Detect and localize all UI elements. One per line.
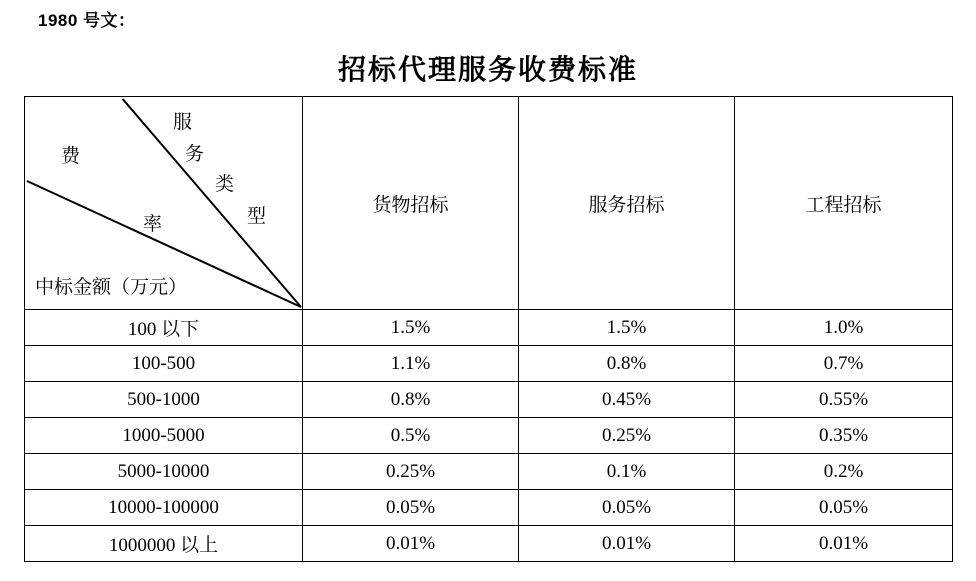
cell-value: 0.05% [735,490,953,526]
cell-value: 0.25% [519,418,735,454]
column-header-goods: 货物招标 [303,97,519,310]
column-header-service: 服务招标 [519,97,735,310]
cell-value: 0.01% [519,526,735,562]
header-wu-char: 务 [185,144,205,165]
cell-value: 0.1% [519,454,735,490]
row-label: 5000-10000 [25,454,303,490]
cell-value: 0.01% [303,526,519,562]
cell-value: 0.8% [303,382,519,418]
header-fee-char: 费 [61,146,81,167]
cell-value: 0.01% [735,526,953,562]
cell-value: 0.55% [735,382,953,418]
row-label: 10000-100000 [25,490,303,526]
column-header-engineering: 工程招标 [735,97,953,310]
fee-standard-table [24,96,953,562]
table-row [25,346,953,382]
diagonal-header-cell [25,97,303,310]
header-xing-char: 型 [247,206,267,227]
table-header-row [25,97,953,310]
cell-value: 0.5% [303,418,519,454]
cell-value: 0.2% [735,454,953,490]
cell-value: 1.5% [303,310,519,346]
row-label: 100-500 [25,346,303,382]
header-lei-char: 类 [215,174,235,195]
page-title: 招标代理服务收费标准 [337,55,638,86]
table-row [25,526,953,562]
cell-value: 0.7% [735,346,953,382]
header-rate-char: 率 [143,214,163,235]
header-service-char: 服 [173,112,193,133]
table-row [25,382,953,418]
table-row [25,310,953,346]
cell-value: 0.35% [735,418,953,454]
cell-value: 0.05% [519,490,735,526]
header-amount-label: 中标金额（万元） [35,277,188,298]
cell-value: 0.05% [303,490,519,526]
table-row [25,418,953,454]
cell-value: 1.5% [519,310,735,346]
row-label: 1000-5000 [25,418,303,454]
table-row [25,490,953,526]
table-row [25,454,953,490]
row-label: 500-1000 [25,382,303,418]
row-label: 1000000 以上 [25,526,303,562]
cell-value: 0.25% [303,454,519,490]
row-label: 100 以下 [25,310,303,346]
cell-value: 0.45% [519,382,735,418]
cell-value: 1.0% [735,310,953,346]
fee-standard-table-container [24,96,952,562]
cell-value: 0.8% [519,346,735,382]
cell-value: 1.1% [303,346,519,382]
document-note: 1980 号文： [38,11,136,30]
